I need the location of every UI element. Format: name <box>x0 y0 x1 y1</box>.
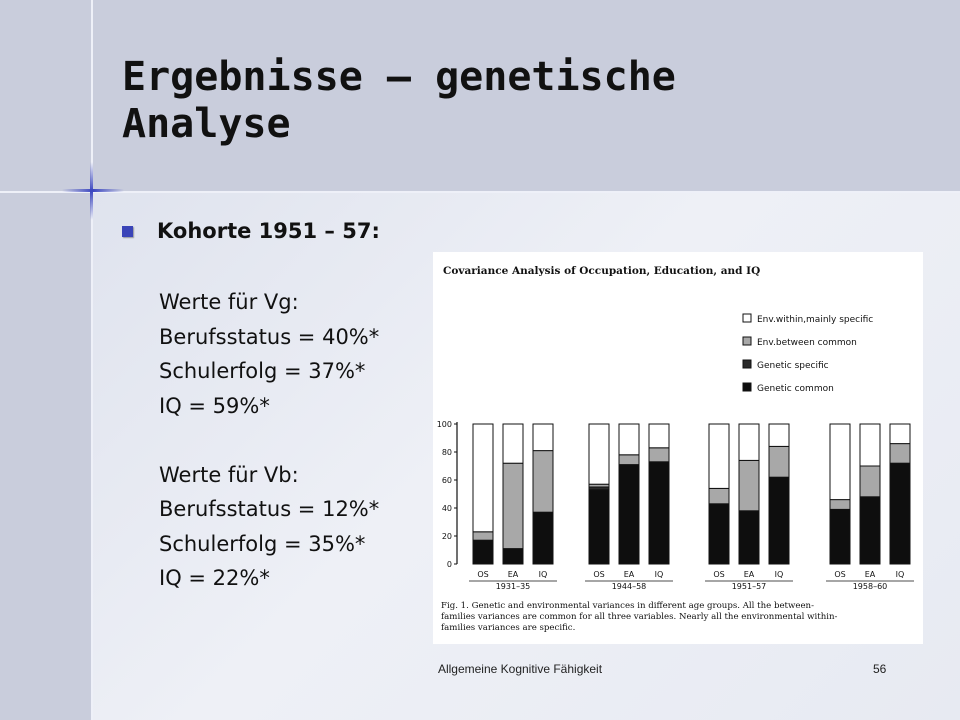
legend-label: Genetic common <box>757 384 834 394</box>
group-label: 1931–35 <box>495 582 531 591</box>
x-tick-label: OS <box>477 570 489 579</box>
bar-segment <box>769 424 789 446</box>
bar-segment <box>830 509 850 564</box>
bar-segment <box>769 477 789 564</box>
bar-segment <box>619 465 639 564</box>
bar-segment <box>860 424 880 466</box>
bar-segment <box>533 424 553 451</box>
bar-segment <box>589 424 609 484</box>
left-background-strip <box>0 0 92 720</box>
x-tick-label: EA <box>623 570 635 579</box>
sparkle-icon-horizontal <box>62 189 124 192</box>
body-line-spacer <box>159 423 379 458</box>
bar-segment <box>890 424 910 444</box>
body-text-block <box>159 285 379 596</box>
x-tick-label: OS <box>593 570 605 579</box>
page-number: 56 <box>873 662 887 676</box>
legend-swatch <box>743 360 751 368</box>
x-tick-label: IQ <box>774 570 784 579</box>
bar-segment <box>709 488 729 503</box>
x-tick-label: EA <box>743 570 755 579</box>
y-tick-label: 60 <box>441 476 452 485</box>
bar-segment <box>473 424 493 532</box>
bar-segment <box>739 424 759 460</box>
bar-segment <box>533 512 553 564</box>
legend-label: Genetic specific <box>757 361 829 371</box>
slide-title: Ergebnisse – genetische Analyse <box>122 54 676 147</box>
chart-title: Covariance Analysis of Occupation, Education, and IQ <box>443 265 761 277</box>
x-tick-label: OS <box>834 570 846 579</box>
bar-segment <box>739 460 759 510</box>
group-label: 1951–57 <box>731 582 767 591</box>
bar-segment <box>649 424 669 448</box>
legend-swatch <box>743 337 751 345</box>
bar-segment <box>739 511 759 564</box>
y-tick-label: 0 <box>446 560 452 569</box>
group-label: 1958–60 <box>852 582 888 591</box>
bar-segment <box>830 500 850 510</box>
body-line: Schulerfolg = 35%* <box>159 531 366 556</box>
chart-figure <box>433 252 923 644</box>
footer-text: Allgemeine Kognitive Fähigkeit <box>437 662 603 676</box>
x-tick-label: EA <box>507 570 519 579</box>
square-bullet-icon <box>122 226 133 237</box>
body-line: IQ = 59%* <box>159 393 270 418</box>
body-line: Berufsstatus = 40%* <box>159 324 380 349</box>
x-tick-label: IQ <box>538 570 548 579</box>
figure-caption-line: families variances are specific. <box>441 623 576 633</box>
legend-label: Env.within,mainly specific <box>757 315 874 325</box>
y-tick-label: 40 <box>441 504 452 513</box>
bullet-text: Kohorte 1951 – 57: <box>157 219 380 243</box>
bar-segment <box>619 455 639 465</box>
group-label: 1944–58 <box>611 582 647 591</box>
bar-segment <box>503 424 523 463</box>
body-line: Berufsstatus = 12%* <box>159 497 380 521</box>
bar-segment <box>860 497 880 564</box>
bar-segment <box>769 446 789 477</box>
figure-caption-line: families variances are common for all three variables. Nearly all the environmental within- <box>441 612 838 622</box>
body-line: Werte für Vg: <box>159 290 299 314</box>
bar-segment <box>709 424 729 488</box>
bar-segment <box>619 424 639 455</box>
decorative-horizontal-line <box>0 191 960 193</box>
legend-swatch <box>743 383 751 391</box>
y-tick-label: 20 <box>441 532 452 541</box>
stacked-bar-chart <box>433 252 923 644</box>
bar-segment <box>649 462 669 564</box>
bar-segment <box>503 463 523 548</box>
bar-segment <box>890 444 910 464</box>
legend-label: Env.between common <box>757 338 857 348</box>
bar-segment <box>533 451 553 513</box>
decorative-vertical-line <box>91 0 93 720</box>
bar-segment <box>890 463 910 564</box>
bar-segment <box>503 549 523 564</box>
bar-segment <box>709 504 729 564</box>
bullet-item <box>122 219 380 243</box>
bar-segment <box>860 466 880 497</box>
x-tick-label: OS <box>713 570 725 579</box>
figure-caption-line: Fig. 1. Genetic and environmental variances in different age groups. All the between- <box>441 601 814 611</box>
bar-segment <box>473 532 493 540</box>
bar-segment <box>589 490 609 564</box>
body-line: Schulerfolg = 37%* <box>159 359 366 383</box>
bar-segment <box>473 540 493 564</box>
y-tick-label: 80 <box>441 448 452 457</box>
legend-swatch <box>743 314 751 322</box>
x-tick-label: IQ <box>654 570 664 579</box>
x-tick-label: IQ <box>895 570 905 579</box>
body-line: IQ = 22%* <box>159 566 270 590</box>
y-tick-label: 100 <box>436 420 452 429</box>
sparkle-icon-vertical <box>90 162 93 220</box>
bar-segment <box>649 448 669 462</box>
body-line: Werte für Vb: <box>159 462 299 487</box>
x-tick-label: EA <box>864 570 876 579</box>
bar-segment <box>830 424 850 500</box>
